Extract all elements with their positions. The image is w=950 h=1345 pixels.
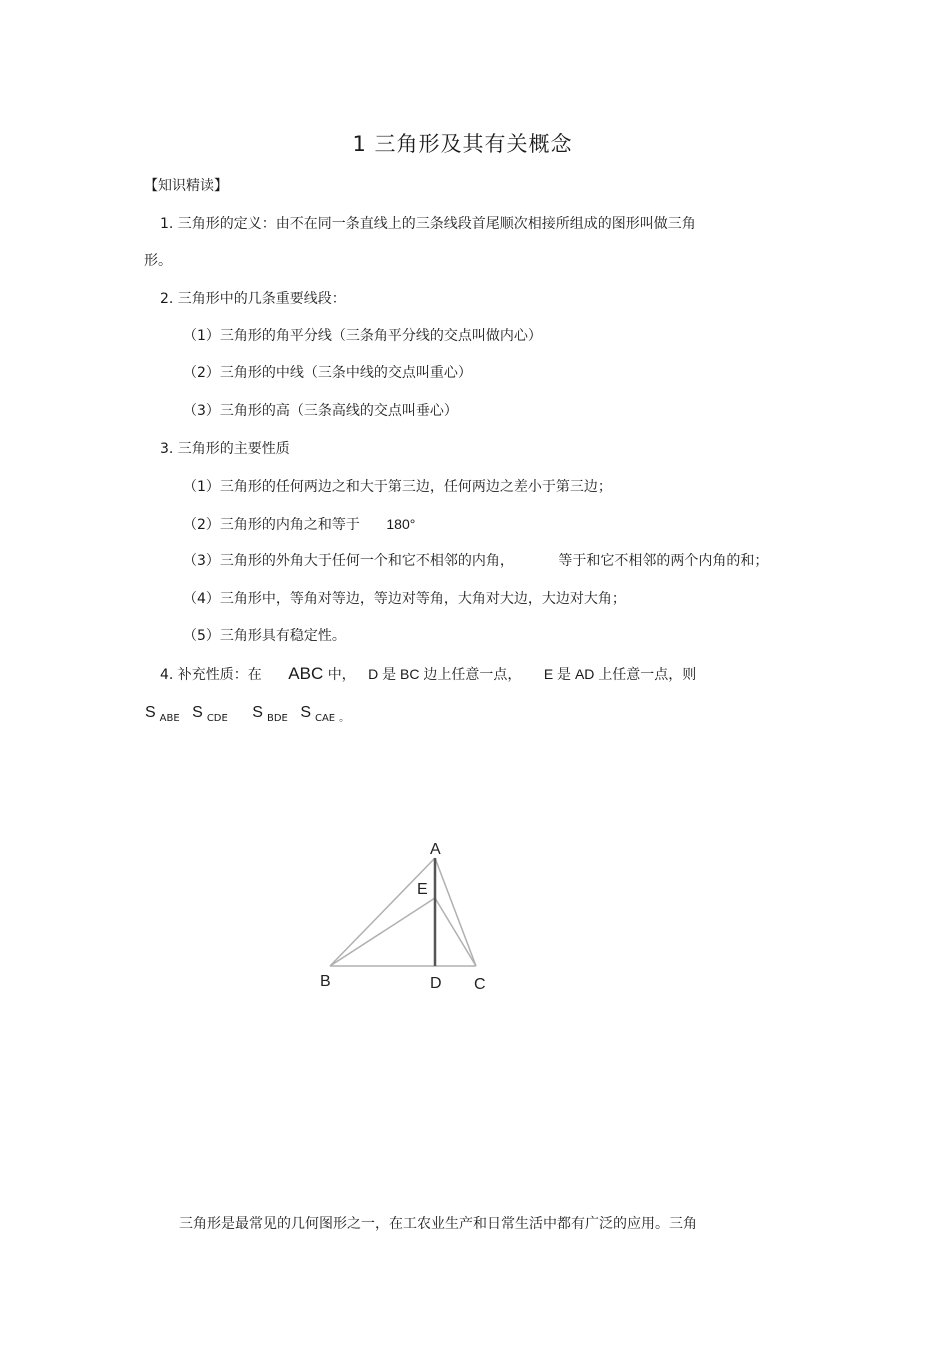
label-c: C [474, 976, 486, 993]
item4-d-text: D 是 BC 边上任意一点， [368, 666, 522, 682]
item3-sub2 [183, 514, 415, 535]
label-e: E [417, 881, 428, 898]
item3-heading: 3. 三角形的主要性质 [160, 441, 290, 457]
area-sub-cde: CDE [206, 713, 228, 724]
area-symbol-1: S [145, 704, 156, 721]
triangle-name: ABC [288, 664, 324, 683]
angle-sum-value: 180° [386, 516, 416, 532]
section-header: 【知识精读】 [144, 178, 228, 194]
item4-line [160, 664, 696, 685]
page-title: 1 三角形及其有关概念 [352, 132, 573, 156]
area-sub-abe: ABE [159, 713, 180, 724]
item3-sub3-part-b: 等于和它不相邻的两个内角的和； [558, 553, 769, 569]
area-symbol-2: S [192, 704, 203, 721]
segment-ec [435, 898, 476, 966]
label-d: D [430, 975, 442, 992]
segment-be [330, 898, 435, 966]
item3-sub3-part-a: （3）三角形的外角大于任何一个和它不相邻的内角， [183, 553, 514, 569]
triangle-figure [300, 830, 520, 1010]
item3-sub4: （4）三角形中，等角对等边，等边对等角，大角对大边，大边对大角； [183, 591, 626, 607]
item3-sub2-text: （2）三角形的内角之和等于 [183, 517, 360, 533]
item3-sub1: （1）三角形的任何两边之和大于第三边，任何两边之差小于第三边； [183, 479, 612, 495]
area-formula [145, 703, 349, 725]
area-sub-bde: BDE [266, 713, 288, 724]
item2-heading: 2. 三角形中的几条重要线段： [160, 291, 346, 307]
item3-sub3 [183, 551, 768, 571]
segment-ac [435, 858, 476, 966]
segment-ab [330, 858, 435, 966]
item4-e-text: E 是 AD 上任意一点，则 [543, 666, 697, 682]
item3-sub5: （5）三角形具有稳定性。 [183, 628, 346, 644]
label-b: B [320, 973, 331, 990]
item4-prefix: 4. 补充性质：在 [160, 667, 262, 683]
item4-middle: 中， [327, 667, 356, 683]
item1-line1: 1. 三角形的定义：由不在同一条直线上的三条线段首尾顺次相接所组成的图形叫做三角 [160, 216, 696, 232]
label-a: A [430, 841, 441, 858]
footer-paragraph: 三角形是最常见的几何图形之一，在工农业生产和日常生活中都有广泛的应用。三角 [179, 1216, 697, 1232]
area-symbol-4: S [300, 704, 311, 721]
area-symbol-3: S [252, 704, 263, 721]
area-sub-cae: CAE [314, 713, 336, 724]
item2-sub3: （3）三角形的高（三条高线的交点叫垂心） [183, 403, 458, 419]
item2-sub2: （2）三角形的中线（三条中线的交点叫重心） [183, 365, 472, 381]
item2-sub1: （1）三角形的角平分线（三条角平分线的交点叫做内心） [183, 328, 542, 344]
area-formula-end: 。 [339, 713, 350, 724]
item1-line2: 形。 [144, 253, 172, 269]
